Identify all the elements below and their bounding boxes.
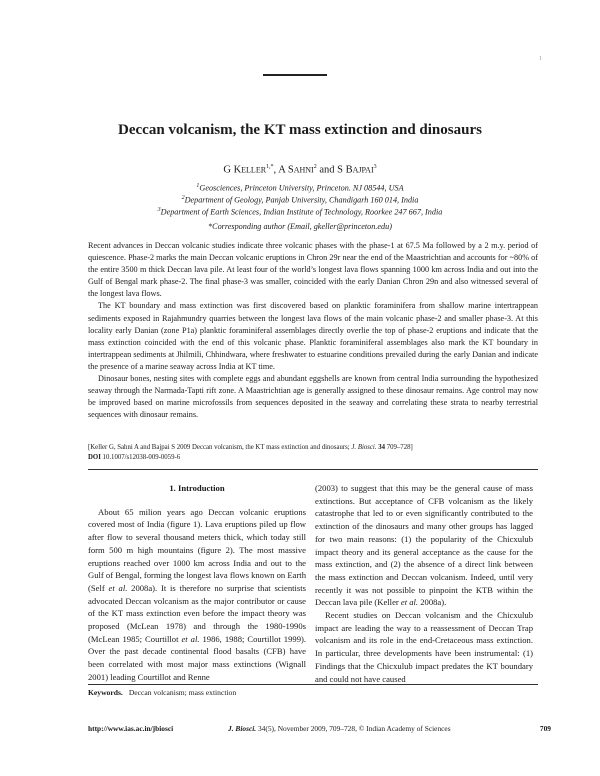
keywords-text: Deccan volcanism; mass extinction bbox=[128, 688, 237, 697]
affiliation-3-num: 3 bbox=[157, 207, 161, 213]
affiliation-1-num: 1 bbox=[196, 183, 200, 189]
author-2-surname: AHNI bbox=[293, 165, 314, 175]
citation bbox=[88, 443, 548, 453]
intro-paragraph-1 bbox=[88, 506, 306, 684]
affiliation-2-text: Department of Geology, Panjab University, Chandigarh 160 014, India bbox=[184, 195, 419, 205]
affiliation-1-text: Geosciences, Princeton University, Princeton. NJ 08544, USA bbox=[199, 183, 404, 193]
citation-journal: J. Biosci. bbox=[351, 444, 377, 451]
intro-cont-b: 2008a). bbox=[418, 597, 447, 608]
abstract-paragraph-2: The KT boundary and mass extinction was first discovered based on planktic foraminifera from shallow marine intertrappean sediments exposed in Rajahmundry quarries between the longest lava flows of the main volcanic phase-2 and smaller phase-3. At this locality early Danian (zone P1a) planktic foraminiferal assemblages directly overlie the top of phase-2 eruptions and indicate that the mass extinction coincided with the end of this volcanic phase. Planktic foraminiferal assemblages also mark the KT boundary in intertrappean sediments at Jhilmili, Chhindwara, where freshwater to estuarine conditions prevailed during the early Danian and indicate the presence of a marine seaway across India at KT time. bbox=[88, 301, 538, 371]
keywords bbox=[88, 688, 236, 697]
intro-cont-etal: et al. bbox=[400, 597, 419, 608]
citation-volume: 34 bbox=[378, 444, 386, 451]
doi-value[interactable]: 10.1007/s12038-009-0059-6 bbox=[100, 454, 181, 461]
section-heading-introduction: 1. Introduction bbox=[169, 483, 225, 493]
doi bbox=[88, 454, 548, 461]
section-rule-bottom bbox=[88, 684, 538, 685]
footer-issue: 34(5), November 2009, 709–728, © Indian Academy of Sciences bbox=[256, 724, 451, 733]
author-sep-2: and S B bbox=[316, 164, 353, 176]
author-1-initial: G K bbox=[223, 164, 242, 176]
body-column-right bbox=[315, 482, 533, 685]
intro-p1-a: About 65 milion years ago Deccan volcanic eruptions covered most of India (figure 1). Lava eruptions piled up flow after flow to several thousand meters thick, which today still form 500 m high mountains (figure 2). The most massive eruptions reached over 1000 km across India and out to the Gulf of Bengal, forming the longest lava flows known on Earth (Self bbox=[88, 506, 306, 593]
affiliation-3 bbox=[0, 204, 600, 219]
citation-pages: 709–728] bbox=[385, 444, 413, 451]
section-rule-top bbox=[88, 469, 538, 470]
journal-url[interactable]: http://www.ias.ac.in/jbiosci bbox=[88, 724, 174, 733]
citation-text: [Keller G, Sahni A and Bajpai S 2009 Deccan volcanism, the KT mass extinction and dinosaurs; bbox=[88, 444, 352, 451]
footer-journal-info bbox=[228, 724, 451, 733]
author-3-surname: AJPAI bbox=[352, 165, 374, 175]
author-1-sup: 1,* bbox=[266, 164, 274, 170]
page-marker: 1 bbox=[539, 56, 542, 62]
intro-p1-etal-2: et al. bbox=[181, 633, 200, 644]
paper-title: Deccan volcanism, the KT mass extinction and dinosaurs bbox=[118, 122, 482, 138]
author-3-sup: 3 bbox=[373, 164, 377, 170]
abstract bbox=[88, 240, 538, 421]
author-sep-1: , A S bbox=[273, 164, 294, 176]
intro-paragraph-1-cont bbox=[315, 482, 533, 609]
body-column-left bbox=[88, 482, 306, 684]
author-2-sup: 2 bbox=[313, 164, 317, 170]
keywords-label: Keywords. bbox=[88, 688, 123, 697]
author-list bbox=[0, 164, 600, 176]
top-rule bbox=[263, 74, 327, 76]
doi-label: DOI bbox=[88, 454, 101, 461]
corresponding-author: *Corresponding author (Email, gkeller@princeton.edu) bbox=[208, 222, 392, 231]
affiliation-3-text: Department of Earth Sciences, Indian Institute of Technology, Roorkee 247 667, India bbox=[160, 207, 443, 217]
author-1-surname: ELLER bbox=[241, 165, 267, 175]
intro-cont-a: (2003) to suggest that this may be the general cause of mass extinctions. But acceptance of CFB volcanism as the likely catastrophe that led to or even significantly contributed to the extinction of the dinosaurs and many other groups has lagged for two main reasons: (1) the popularity of the Chicxulub impact theory and its general acceptance as the cause for the mass extinction, and (2) the absence of a direct link between the mass extinction and Deccan volcanism. Indeed, until very recently it was not possible to pinpoint the KTB within the Deccan lava pile (Keller bbox=[315, 483, 533, 608]
intro-p1-c: 1986, 1988; Courtillot 1999). Over the past decade continental flood basalts (CFB) have been correlated with most major mass extinctions (Wignall 2001) leading Courtillot and Renne bbox=[88, 633, 306, 682]
abstract-paragraph-1: Recent advances in Deccan volcanic studies indicate three volcanic phases with the phase-1 at 67.5 Ma followed by a 2 m.y. period of quiescence. Phase-2 marks the main Deccan volcanic eruptions in Chron 29r near the end of the Maastrichtian and accounts for ~80% of the entire 3500 m thick Deccan lava pile. At least four of the world’s longest lava flows spanning 1000 km across India and out into the Gulf of Bengal mark phase-2. The final phase-3 was smaller, coincided with the early Danian Chron 29n and also witnessed several of the longest lava flows. bbox=[88, 241, 538, 299]
footer-journal: J. Biosci. bbox=[228, 724, 257, 733]
page-number: 709 bbox=[539, 724, 551, 733]
intro-p1-etal: et al. bbox=[108, 582, 128, 593]
intro-p1-b: 2008a). It is therefore no surprise that scientists advocated Deccan volcanism as the major contributor or cause of the KT mass extinction even before the impact theory was proposed (McLean 1978) and through the 1980-1990s (McLean 1985; Courtillot bbox=[88, 582, 306, 644]
intro-paragraph-2: Recent studies on Deccan volcanism and the Chicxulub impact are leading the way to a reassessment of Deccan Trap volcanism and its role in the end-Cretaceous mass extinction. In particular, three developments have been instrumental: (1) Findings that the Chicxulub impact predates the KT boundary and could not have caused bbox=[315, 610, 533, 684]
affiliation-2-num: 2 bbox=[181, 195, 185, 201]
abstract-paragraph-3: Dinosaur bones, nesting sites with complete eggs and abundant eggshells are known from central India surrounding the hypothesized seaway through the Narmada-Tapti rift zone. A Maastrichtian age is generally assigned to these dinosaur remains. Age control may now be improved based on marine microfossils from sequences deposited in the seaway and correlating these strata to nearby terrestrial sequences with dinosaur remains. bbox=[88, 374, 538, 420]
